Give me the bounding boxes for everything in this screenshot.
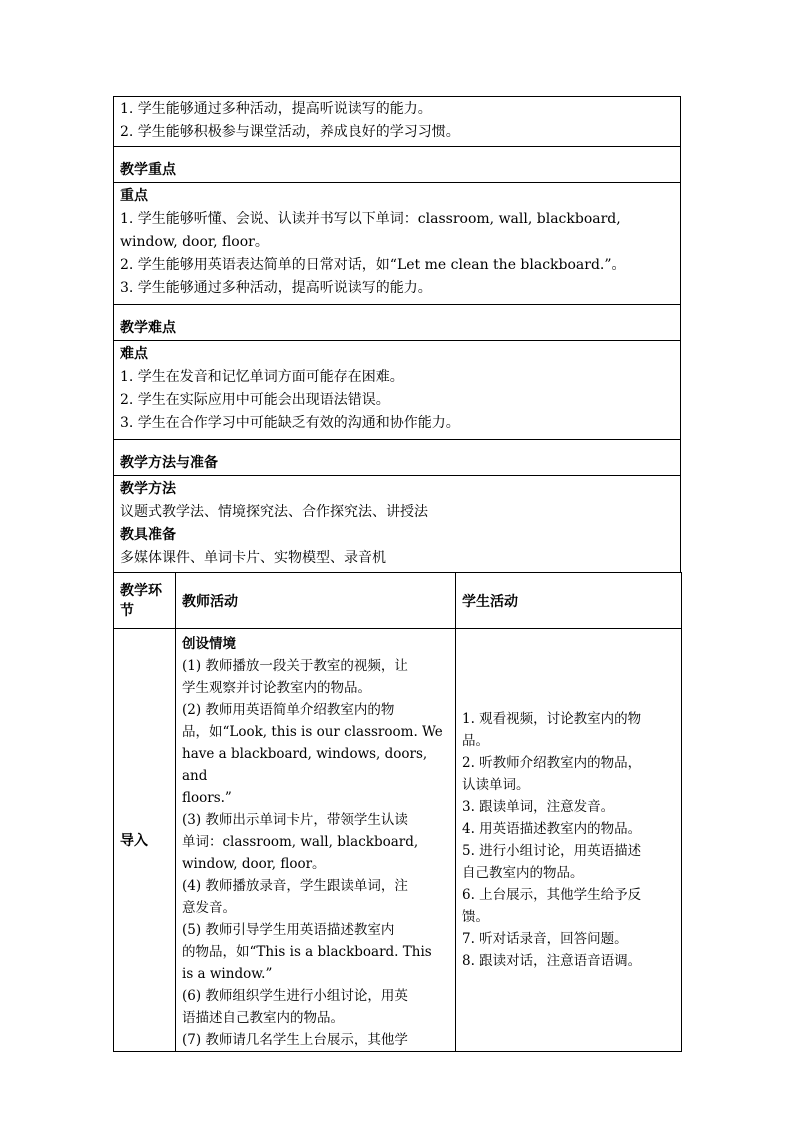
teacher-activity-title: 创设情境 — [182, 636, 236, 652]
goals-section — [113, 96, 681, 146]
teacher-line: 的物品，如“This is a blackboard. This — [182, 944, 432, 960]
teaching-tools-title: 教具准备 — [120, 527, 176, 543]
difficulties-subtitle: 难点 — [120, 346, 148, 362]
teacher-line: window, door, floor。 — [182, 856, 326, 872]
key-points-title: 教学重点 — [120, 162, 176, 178]
difficulty-item: 3. 学生在合作学习中可能缺乏有效的沟通和协作能力。 — [120, 415, 460, 431]
teacher-line: (4) 教师播放录音，学生跟读单词，注 — [182, 878, 408, 894]
teaching-methods-text: 议题式教学法、情境探究法、合作探究法、讲授法 — [120, 504, 428, 520]
header-stage — [114, 573, 176, 629]
key-point-item: 2. 学生能够用英语表达简单的日常对话，如“Let me clean the blackboard.”。 — [120, 257, 626, 273]
lesson-plan-document — [113, 96, 681, 1052]
goals-list — [114, 97, 680, 146]
teacher-line: (3) 教师出示单词卡片，带领学生认读 — [182, 812, 408, 828]
difficulty-item: 1. 学生在发音和记忆单词方面可能存在困难。 — [120, 369, 404, 385]
key-point-item: 1. 学生能够听懂、会说、认读并书写以下单词：classroom, wall, blackboard, — [120, 211, 621, 227]
student-line: 自己教室内的物品。 — [462, 865, 584, 881]
teacher-line: is a window.” — [182, 966, 273, 982]
student-line: 认读单词。 — [462, 777, 530, 793]
teacher-line: 单词：classroom, wall, blackboard, — [182, 834, 419, 850]
teacher-line: (1) 教师播放一段关于教室的视频，让 — [182, 658, 408, 674]
lesson-activities-table — [113, 572, 682, 1052]
teacher-line: 品，如“Look, this is our classroom. We — [182, 724, 443, 740]
header-stage-line: 节 — [120, 602, 134, 619]
student-line: 4. 用英语描述教室内的物品。 — [462, 821, 642, 837]
teacher-line: 语描述自己教室内的物品。 — [182, 1010, 344, 1026]
student-line: 6. 上台展示，其他学生给予反 — [462, 887, 642, 903]
table-header-row — [114, 573, 682, 629]
methods-body — [114, 475, 680, 572]
key-points-subtitle: 重点 — [120, 188, 148, 204]
difficulties-section — [113, 304, 681, 439]
teacher-line: (6) 教师组织学生进行小组讨论，用英 — [182, 988, 408, 1004]
student-line: 5. 进行小组讨论，用英语描述 — [462, 843, 642, 859]
student-line: 2. 听教师介绍教室内的物品， — [462, 755, 642, 771]
student-line: 馈。 — [462, 909, 489, 925]
teacher-line: floors.” — [182, 790, 232, 806]
goal-item: 2. 学生能够积极参与课堂活动，养成良好的学习习惯。 — [120, 124, 460, 140]
student-line: 3. 跟读单词，注意发音。 — [462, 799, 615, 815]
key-point-item: 3. 学生能够通过多种活动，提高听说读写的能力。 — [120, 280, 432, 296]
header-student-activity: 学生活动 — [456, 573, 682, 629]
student-line: 品。 — [462, 733, 489, 749]
teacher-line: (2) 教师用英语简单介绍教室内的物 — [182, 702, 395, 718]
teaching-tools-text: 多媒体课件、单词卡片、实物模型、录音机 — [120, 550, 386, 566]
table-row — [114, 629, 682, 1052]
teaching-methods-title: 教学方法 — [120, 481, 176, 497]
student-line: 8. 跟读对话，注意语音语调。 — [462, 953, 642, 969]
difficulties-body — [114, 340, 680, 439]
teacher-line: 意发音。 — [182, 900, 236, 916]
header-teacher-activity: 教师活动 — [176, 573, 456, 629]
header-stage-line: 教学环 — [120, 582, 162, 599]
student-line: 1. 观看视频，讨论教室内的物 — [462, 711, 642, 727]
methods-section — [113, 439, 681, 572]
key-points-body — [114, 182, 680, 304]
goal-item: 1. 学生能够通过多种活动，提高听说读写的能力。 — [120, 101, 432, 117]
key-points-section — [113, 146, 681, 304]
teacher-activity-cell — [176, 629, 456, 1052]
teacher-line: 学生观察并讨论教室内的物品。 — [182, 680, 371, 696]
student-activity-cell — [456, 629, 682, 1052]
teacher-line: (7) 教师请几名学生上台展示，其他学 — [182, 1032, 408, 1048]
difficulties-title: 教学难点 — [120, 320, 176, 336]
teacher-line: (5) 教师引导学生用英语描述教室内 — [182, 922, 395, 938]
difficulty-item: 2. 学生在实际应用中可能会出现语法错误。 — [120, 392, 390, 408]
student-line: 7. 听对话录音，回答问题。 — [462, 931, 628, 947]
key-point-item: window, door, floor。 — [120, 234, 269, 250]
stage-cell: 导入 — [114, 629, 176, 1052]
methods-title: 教学方法与准备 — [120, 455, 218, 471]
teacher-line: have a blackboard, windows, doors, and — [182, 746, 428, 784]
